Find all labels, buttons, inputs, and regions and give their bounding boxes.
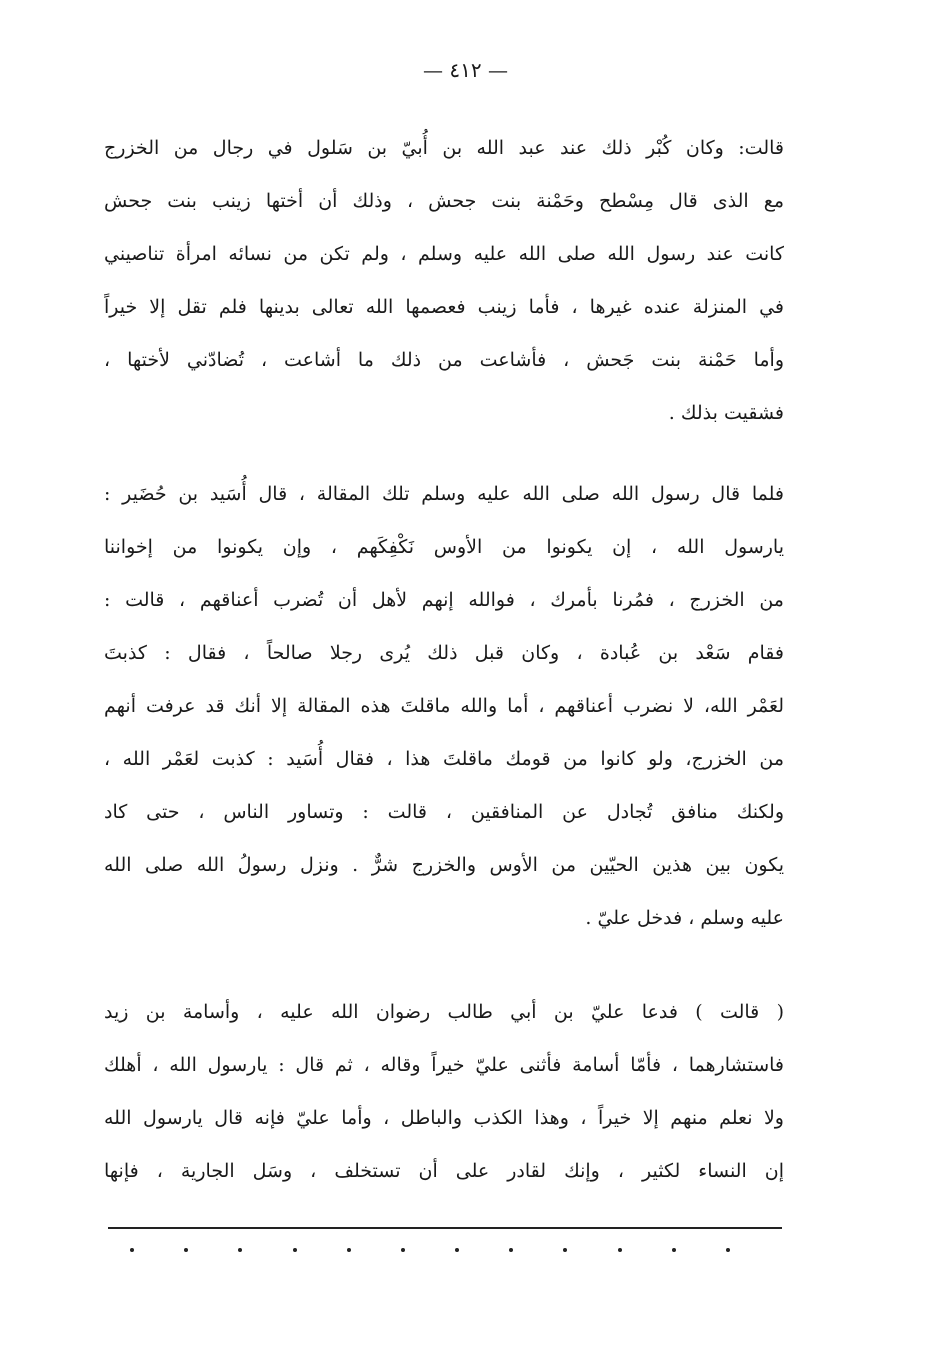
text-line: فاستشارهما ، فأمّا أسامة فأثنى عليّ خيراً وقاله ، ثم قال : يارسول الله ، أهلك (104, 1054, 784, 1076)
paragraph-1 (104, 122, 784, 440)
text-line: عليه وسلم ، فدخل عليّ . (585, 907, 784, 929)
text-line: ( قالت ) فدعا عليّ بن أبي طالب رضوان الله عليه ، وأسامة بن زيد (104, 1001, 784, 1023)
paragraph-3 (104, 986, 784, 1198)
text-line: إن النساء لكثير ، وإنك لقادر على أن تستخلف ، وسَل الجارية ، فإنها (104, 1160, 784, 1182)
dot-mark (238, 1248, 242, 1252)
dot-mark (618, 1248, 622, 1252)
text-line: قالت: وكان كُبْر ذلك عند عبد الله بن أُبيّ بن سَلول في رجال من الخزرج (104, 137, 784, 159)
dot-mark (509, 1248, 513, 1252)
text-line: لعَمْر الله، لا نضرب أعناقهم ، أما والله ماقلتَ هذه المقالة إلا أنك قد عرفت أنهم (104, 695, 784, 717)
dot-mark (726, 1248, 730, 1252)
dot-mark (293, 1248, 297, 1252)
dot-mark (347, 1248, 351, 1252)
text-line: فقام سَعْد بن عُبادة ، وكان قبل ذلك يُرى رجلا صالحاً ، فقال : كذبتَ (104, 642, 784, 664)
text-line: يكون بين هذين الحيّين من الأوس والخزرج شرٌّ . ونزل رسولُ الله صلى الله (104, 854, 784, 876)
text-line: ولا نعلم منهم إلا خيراً ، وهذا الكذب والباطل ، وأما عليّ فإنه قال يارسول الله (104, 1107, 784, 1129)
dot-mark (455, 1248, 459, 1252)
text-line: فلما قال رسول الله صلى الله عليه وسلم تلك المقالة ، قال أُسَيد بن حُضَير : (104, 483, 784, 505)
text-line: فشقيت بذلك . (668, 402, 784, 424)
text-line: من الخزرج، ولو كانوا من قومك ماقلتَ هذا ، فقال أُسَيد : كذبت لعَمْر الله ، (104, 748, 784, 770)
page-number: — ٤١٢ — (423, 58, 508, 82)
dot-mark (563, 1248, 567, 1252)
footnote-divider (108, 1227, 782, 1229)
dot-mark (401, 1248, 405, 1252)
text-line: ولكنك منافق تُجادل عن المنافقين ، قالت : وتساور الناس ، حتى كاد (104, 801, 784, 823)
footnote-dots (130, 1240, 730, 1260)
text-line: وأما حَمْنة بنت جَحش ، فأشاعت من ذلك ما أشاعت ، تُضادّني لأختها ، (104, 349, 784, 371)
text-line: كانت عند رسول الله صلى الله عليه وسلم ، ولم تكن من نسائه امرأة تناصيني (104, 243, 784, 265)
paragraph-2 (104, 468, 784, 945)
text-line: يارسول الله ، إن يكونوا من الأوس نَكْفِكَهم ، وإن يكونوا من إخواننا (104, 536, 784, 558)
dot-mark (672, 1248, 676, 1252)
dot-mark (184, 1248, 188, 1252)
dot-mark (130, 1248, 134, 1252)
text-line: من الخزرج ، فمُرنا بأمرك ، فوالله إنهم لأهل أن تُضرب أعناقهم ، قالت : (104, 589, 784, 611)
text-line: مع الذى قال مِسْطح وحَمْنة بنت جحش ، وذلك أن أختها زينب بنت جحش (104, 190, 784, 212)
text-line: في المنزلة عنده غيرها ، فأما زينب فعصمها الله تعالى بدينها فلم تقل إلا خيراً (104, 296, 784, 318)
